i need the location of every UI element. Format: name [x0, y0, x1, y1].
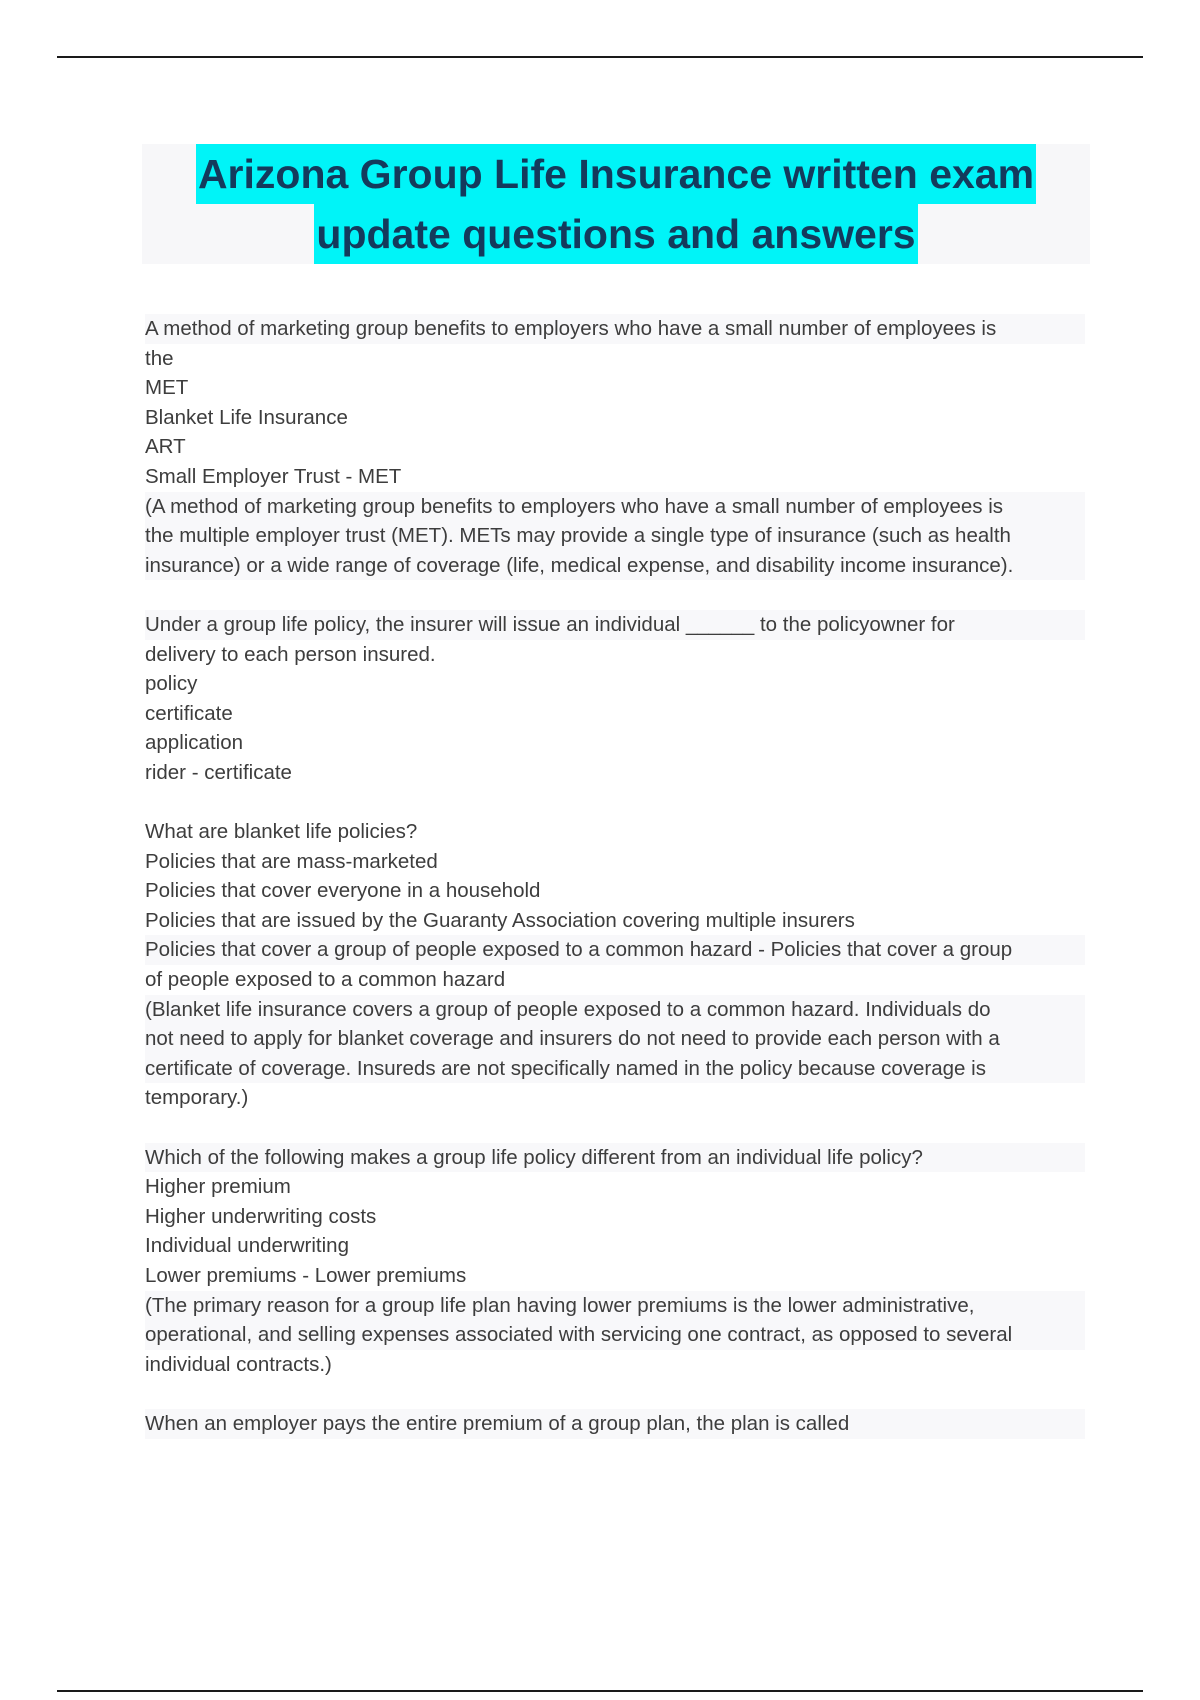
text-line: When an employer pays the entire premium of a group plan, the plan is called: [145, 1409, 1085, 1439]
text-line: insurance) or a wide range of coverage (life, medical expense, and disability income insurance).: [145, 551, 1085, 581]
text-line: What are blanket life policies?: [145, 820, 418, 844]
document-title-line-2: update questions and answers: [314, 204, 917, 264]
text-line: Higher premium: [145, 1175, 291, 1199]
text-line: not need to apply for blanket coverage and insurers do not need to provide each person with a: [145, 1024, 1085, 1054]
qa-content: [145, 314, 1085, 1468]
question-block: [145, 817, 1085, 1113]
text-line: Under a group life policy, the insurer will issue an individual ______ to the policyowner for: [145, 610, 1085, 640]
text-line: certificate of coverage. Insureds are not specifically named in the policy because coverage is: [145, 1054, 1085, 1084]
text-line: A method of marketing group benefits to employers who have a small number of employees is: [145, 314, 1085, 344]
footer-rule: [57, 1690, 1143, 1692]
document-title-line-1: Arizona Group Life Insurance written exam: [196, 144, 1036, 204]
text-line: Policies that are mass-marketed: [145, 849, 438, 873]
text-line: delivery to each person insured.: [145, 642, 436, 666]
question-block: [145, 314, 1085, 580]
text-line: application: [145, 731, 244, 755]
text-line: Blanket Life Insurance: [145, 405, 348, 429]
text-line: individual contracts.): [145, 1352, 332, 1376]
text-line: of people exposed to a common hazard: [145, 968, 506, 992]
text-line: Lower premiums - Lower premiums: [145, 1264, 467, 1287]
text-line: rider - certificate: [145, 760, 292, 784]
text-line: temporary.): [145, 1086, 249, 1110]
text-line: Individual underwriting: [145, 1234, 349, 1258]
question-block: [145, 1409, 1085, 1439]
text-line: operational, and selling expenses associated with servicing one contract, as opposed to several: [145, 1320, 1085, 1350]
text-line: policy: [145, 672, 198, 696]
text-line: Higher underwriting costs: [145, 1204, 377, 1228]
text-line: (Blanket life insurance covers a group of people exposed to a common hazard. Individuals do: [145, 995, 1085, 1025]
question-block: [145, 610, 1085, 788]
text-line: (The primary reason for a group life plan having lower premiums is the lower administrative,: [145, 1291, 1085, 1321]
text-line: Which of the following makes a group life policy different from an individual life policy?: [145, 1143, 1085, 1173]
title-block: [142, 144, 1090, 264]
text-line: the multiple employer trust (MET). METs may provide a single type of insurance (such as health: [145, 521, 1085, 551]
text-line: the: [145, 346, 174, 370]
text-line: Small Employer Trust - MET: [145, 464, 402, 488]
text-line: ART: [145, 435, 186, 459]
text-line: certificate: [145, 701, 233, 725]
text-line: (A method of marketing group benefits to employers who have a small number of employees is: [145, 492, 1085, 522]
text-line: Policies that are issued by the Guaranty Association covering multiple insurers: [145, 908, 855, 932]
text-line: Policies that cover a group of people exposed to a common hazard - Policies that cover a group: [145, 935, 1085, 965]
text-line: Policies that cover everyone in a household: [145, 879, 541, 903]
header-rule: [57, 56, 1143, 58]
text-line: MET: [145, 376, 189, 400]
question-block: [145, 1143, 1085, 1380]
